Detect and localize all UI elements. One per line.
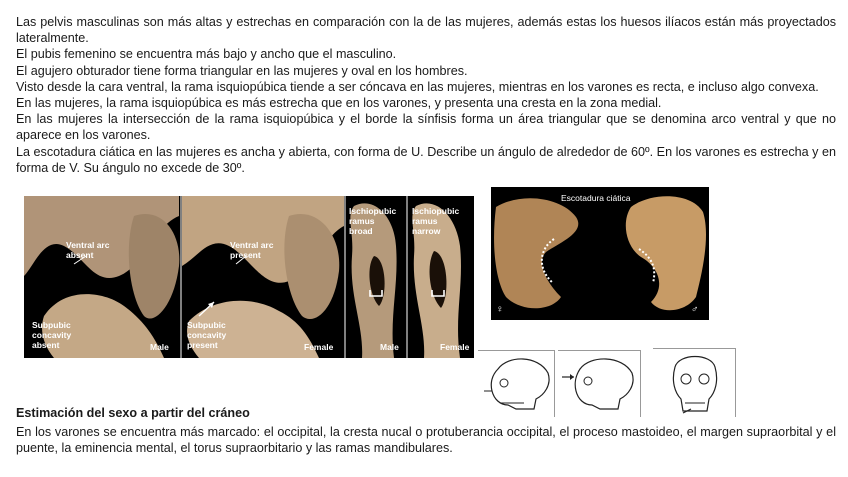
subpubic-absent-label: Subpubic concavity absent bbox=[32, 320, 72, 350]
male-label: Male bbox=[380, 342, 399, 352]
ischio-narrow-label: Ischiopubic ramus narrow bbox=[412, 206, 460, 236]
paragraph: En las mujeres la intersección de la rama isquiopúbica y el borde la sínfisis forma un área triangular que se denomina arco ventral y que no aparece en los varones. bbox=[16, 112, 836, 143]
section-title: Estimación del sexo a partir del cráneo bbox=[16, 406, 250, 420]
pelvis-bones-illustration bbox=[24, 196, 474, 358]
sciatic-title: Escotadura ciática bbox=[561, 193, 631, 203]
skull-lateral-2 bbox=[558, 350, 641, 417]
paragraph: Las pelvis masculinas son más altas y estrechas en comparación con la de las mujeres, además estas los huesos ilíacos están más proyectados lateralmente. bbox=[16, 15, 836, 46]
pelvis-figure bbox=[24, 196, 474, 358]
sciatic-notch-figure bbox=[491, 187, 709, 320]
female-label: Female bbox=[304, 342, 334, 352]
section-text: En los varones se encuentra más marcado: el occipital, la cresta nucal o protuberancia occipital, el proceso mastoideo, el margen supraorbital y el puente, la eminencia mental, el torus supraorbitario y las ramas mandibulares. bbox=[16, 425, 836, 456]
skull-frontal bbox=[653, 348, 736, 417]
ventral-arc-absent-label: Ventral arc absent bbox=[66, 240, 110, 260]
ischio-broad-label: Ischiopubic ramus broad bbox=[349, 206, 397, 236]
paragraph: Visto desde la cara ventral, la rama isquiopúbica tiende a ser cóncava en las mujeres, mientras en los varones es recta, e incluso algo convexa. bbox=[16, 79, 819, 94]
paragraph: La escotadura ciática en las mujeres es ancha y abierta, con forma de U. Describe un ángulo de alrededor de 60º. En los varones es estrecha y en forma de V. Su ángulo no excede de 30º. bbox=[16, 144, 836, 175]
paragraph: En las mujeres, la rama isquiopúbica es más estrecha que en los varones, y presenta una cresta en la zona medial. bbox=[16, 96, 662, 111]
sciatic-notch-illustration bbox=[491, 187, 709, 320]
subpubic-present-label: Subpubic concavity present bbox=[187, 320, 227, 350]
intro-text bbox=[16, 14, 836, 176]
female-symbol: ♀ bbox=[496, 304, 504, 315]
male-label: Male bbox=[150, 342, 169, 352]
paragraph: El pubis femenino se encuentra más bajo y ancho que el masculino. bbox=[16, 47, 397, 62]
female-label: Female bbox=[440, 342, 470, 352]
skull-lateral-1 bbox=[478, 350, 555, 417]
paragraph: El agujero obturador tiene forma triangular en las mujeres y oval en los hombres. bbox=[16, 63, 468, 78]
male-symbol: ♂ bbox=[691, 304, 699, 315]
ventral-arc-present-label: Ventral arc present bbox=[230, 240, 274, 260]
